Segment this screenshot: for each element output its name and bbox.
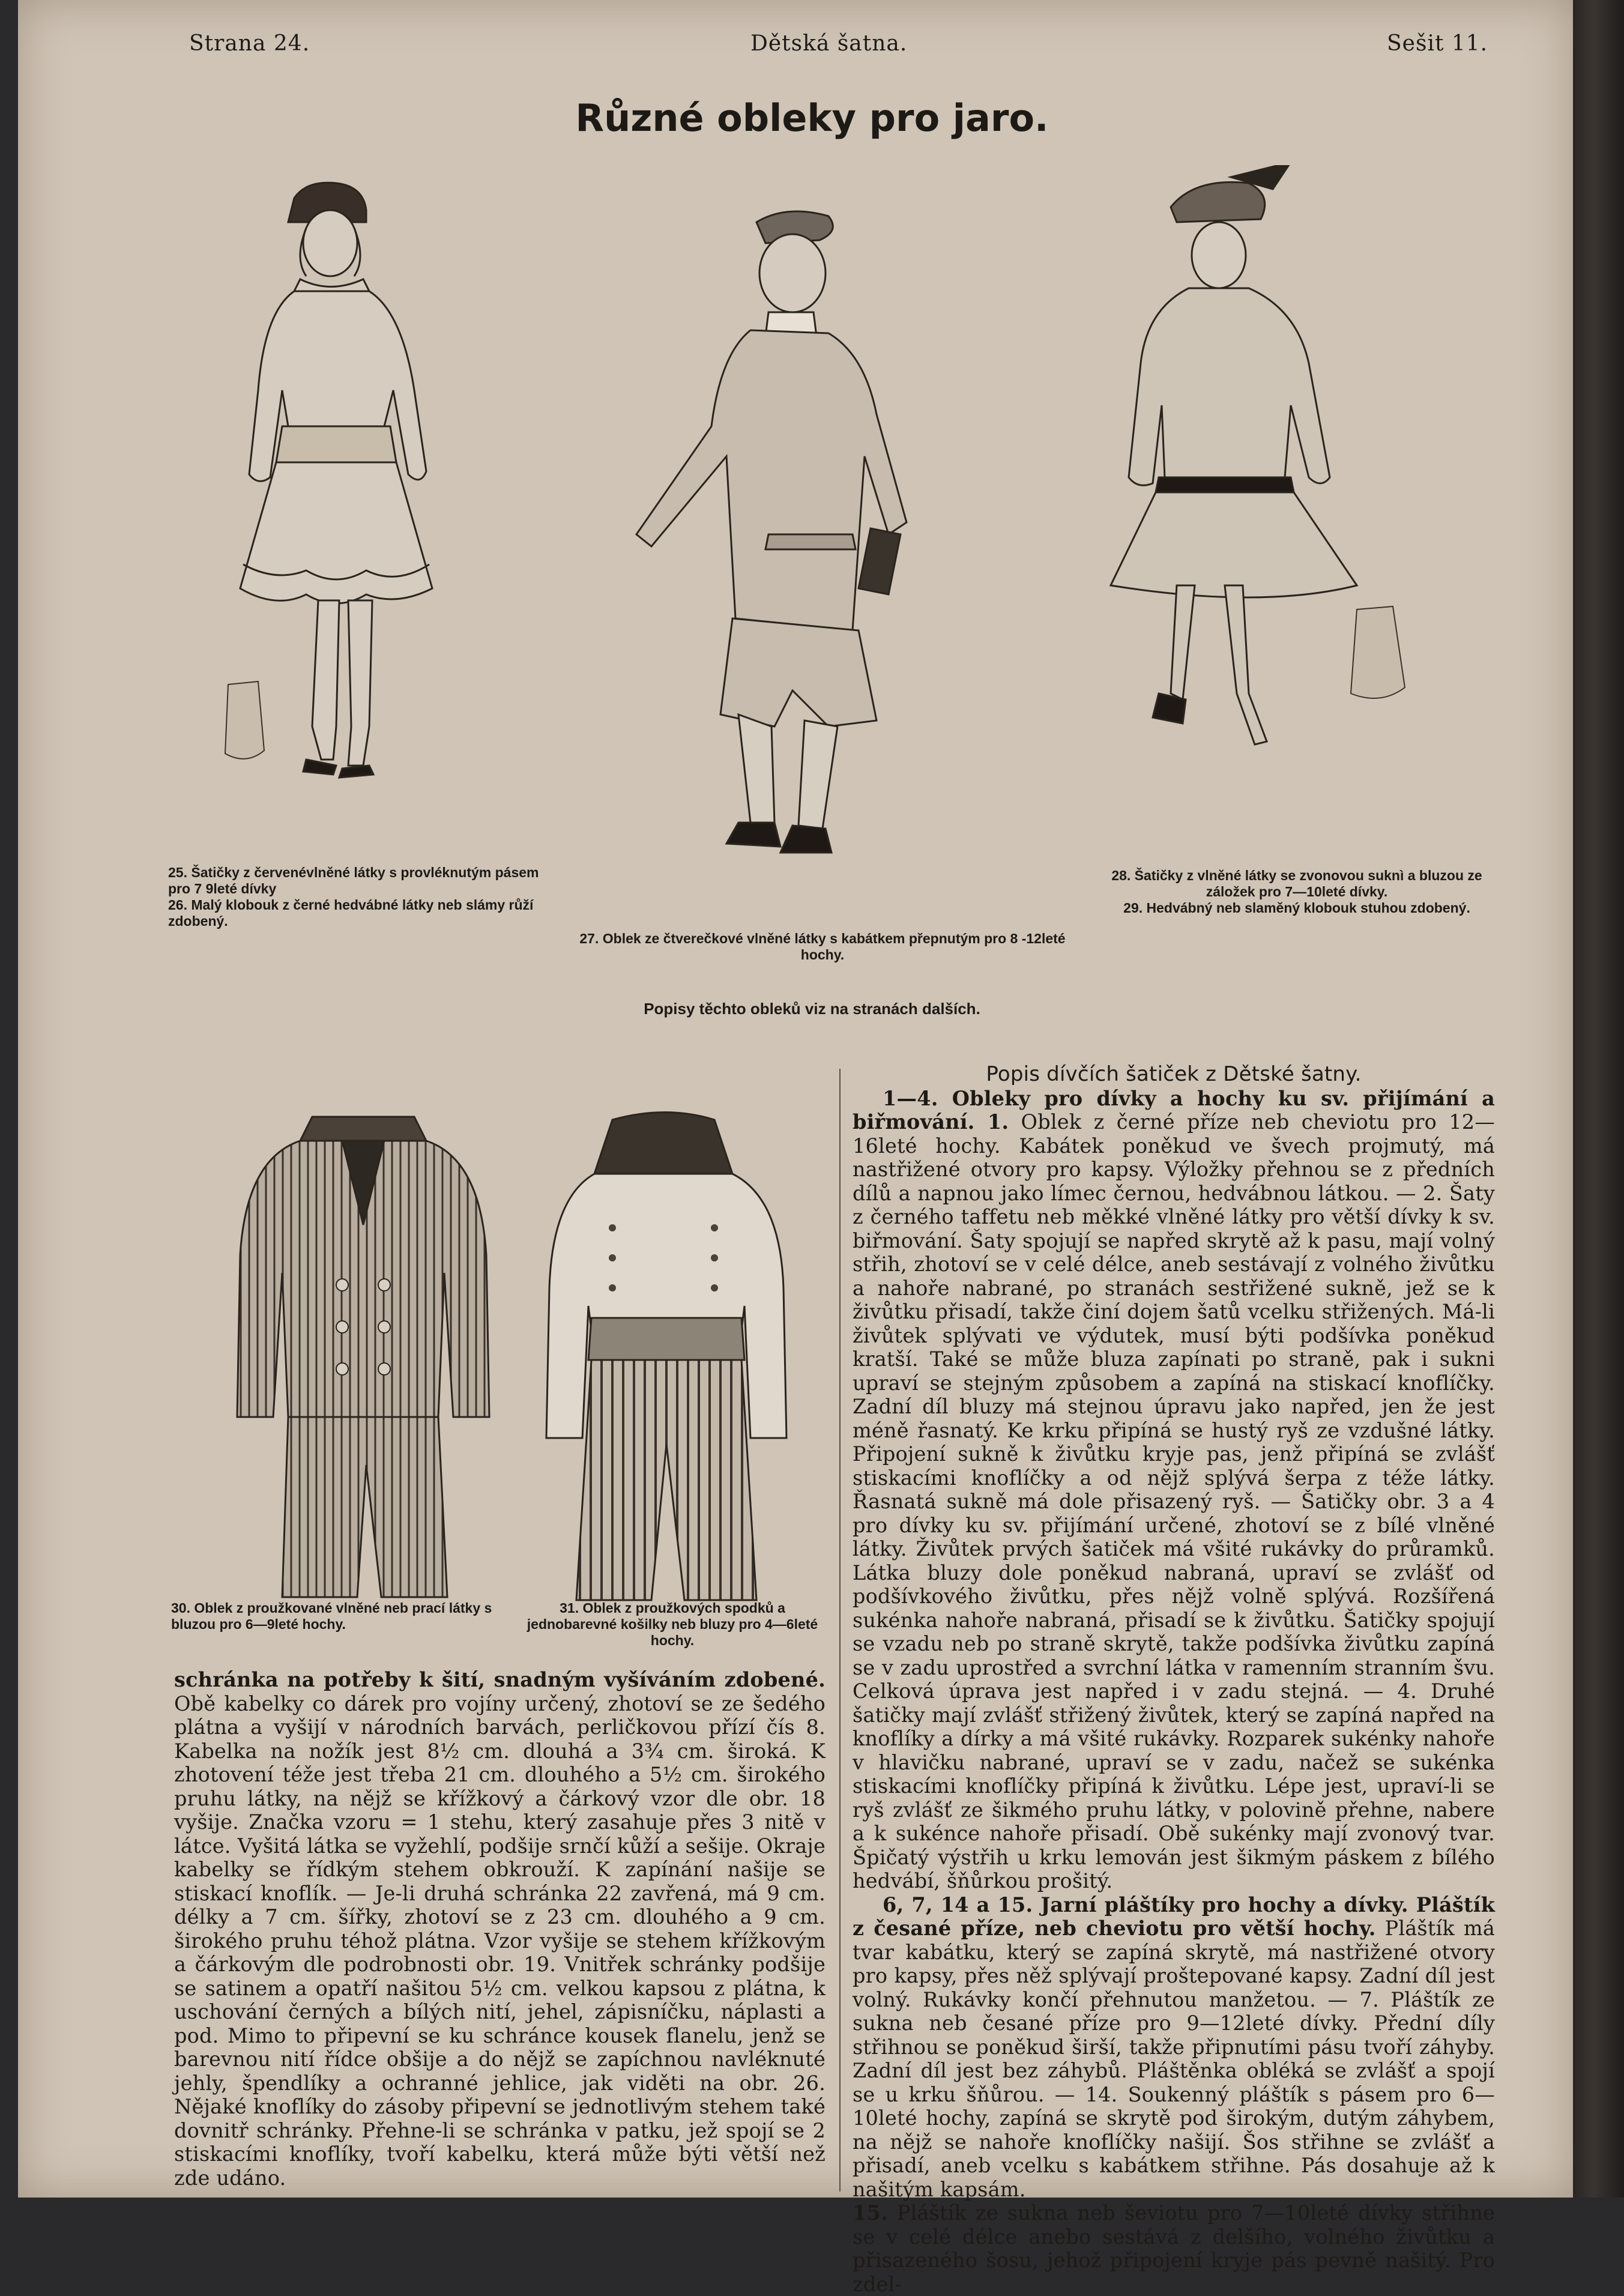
right-column-text	[853, 1063, 1495, 2296]
issue-number: Sešit 11.	[1387, 31, 1488, 56]
page-number: Strana 24.	[189, 31, 310, 56]
paragraph-6-15	[853, 1893, 1495, 2202]
p2-lead: 6, 7, 14 a 15. Jarní pláštíky pro hochy a dívky. Pláštík z česané příze, neb cheviotu pro větší hochy.	[853, 1893, 1495, 1940]
p2-body: Pláštík má tvar kabátku, který se zapíná skrytě, má nastřižené otvory pro kapsy, přes něž splývají proštepované kapsy. Zadní díl jest volný. Rukávky končí přehnutou manžetou. — 7. Pláštík ze sukna neb česané příze pro 9—12leté dívky. Přední díly střihnou se poněkud širší, takže připnutími pásu tvoří záhyby. Zadní díl jest bez záhybů. Pláštěnka obléká se zvlášť a spojí se u krku šňůrou. — 14. Soukenný pláštík s pásem pro 6—10leté hochy, zapíná se skrytě pod širokým, dutým záhybem, na nějž se nahoře knoflíčky našijí. Šos střihne se zvlášť a přisadí, aneb vcelku s kabátkem střihne. Pás dosahuje až k našitým kapsám.	[853, 1917, 1495, 2201]
p3-lead: 15.	[853, 2201, 888, 2225]
caption-28: 28. Šatičky z vlněné látky se zvonovou suknì a bluzou ze záložek pro 7—10leté dívky.	[1111, 868, 1482, 899]
left-column-text	[174, 1668, 826, 2190]
p3-body: Pláštík ze sukna neb ševiotu pro 7—10leté dívky střihne se v celé délce anebo sestává z delšího, volného živůtku a přisazeného šosu, jehož připojení kryje pás pevně našitý. Pro zdel-	[853, 2201, 1495, 2296]
caption-25: 25. Šatičky z červenévlněné látky s provléknutým pásem pro 7 9leté dívky	[168, 865, 539, 896]
caption-31: 31. Oblek z proužkových spodků a jednobarevné košilky neb bluzy pro 4—6leté hochy.	[527, 1600, 818, 1648]
figure-28-girl-pleats	[1093, 165, 1429, 802]
left-paragraph	[174, 1668, 826, 2190]
column-divider	[839, 1069, 841, 2192]
page-title: Různé obleky pro jaro.	[575, 96, 1049, 140]
running-title: Dětská šatna.	[750, 31, 908, 56]
paragraph-15	[853, 2201, 1495, 2296]
p1-lead: 1—4. Obleky pro dívky a hochy ku sv. přijímání a biřmování. 1.	[853, 1086, 1495, 1134]
right-column-heading: Popis dívčích šatiček z Dětské šatny.	[986, 1062, 1362, 1086]
figure-30-striped-suit	[222, 1105, 504, 1603]
caption-30: 30. Oblek z proužkované vlněné neb prací látky s bluzou pro 6—9leté hochy.	[171, 1600, 492, 1632]
caption-25-26	[168, 865, 564, 929]
caption-29: 29. Hedvábný neb slaměný klobouk stuhou zdobený.	[1123, 900, 1470, 916]
page-edge	[1573, 0, 1624, 2198]
figure-31-blouse-suit	[534, 1108, 798, 1612]
descriptions-note: Popisy těchto obleků viz na stranách dalších.	[644, 1000, 980, 1018]
left-body: Obě kabelky co dárek pro vojíny určený, zhotoví se ze šedého plátna a vyšijí v národních barvách, perličkovou přízí čís 8. Kabelka na nožík jest 8½ cm. dlouhá a 3¾ cm. široká. K zhotovení téže jest třeba 21 cm. dlouhého a 5½ cm. širokého pruhu látky, na nějž se křížkový a čárkový vzor dle obr. 18 vyšije. Značka vzoru = 1 stehu, který zasahuje přes 3 nitě v látce. Vyšitá látka se vyžehlí, podšije srnčí kůží a sešije. Okraje kabelky se řídkým stehem obkrouží. K zapínání našije se stiskací knoflík. — Je-li druhá schránka 22 zavřená, má 9 cm. délky a 7 cm. šířky, zhotoví se z 23 cm. dlouhého a 9 cm. širokého pruhu téhož plátna. Vzor vyšije se stehem křížkovým a čárkovým dle podrobnosti obr. 19. Vnitřek schránky podšije se satinem a opatří našitou 5½ cm. velkou kapsou z plátna, k uschování černých a bílých nití, jehel, zápisníčku, náplasti a pod. Mimo to připevní se ku schránce kousek flanelu, jenž se barevnou nití řídce obšije a do nějž se zapíchnou navléknuté jehly, špendlíky a ochranné jehlice, jak viděti na obr. 26. Nějaké knoflíky do zásoby připevní se jednotlivým stehem také dovnitř schránky. Přehne-li se schránka v patku, jež spojí se 2 stiskacími knoflíky, tvoří kabelku, která může býti větší než zde udáno.	[174, 1691, 826, 2190]
figure-27-boy-suit	[600, 198, 973, 919]
caption-26: 26. Malý klobouk z černé hedvábné látky neb slámy růží zdobený.	[168, 897, 534, 929]
left-lead-bold: schránka na potřeby k šití, snadným vyšíváním zdobené.	[174, 1668, 826, 1691]
paragraph-1-4	[853, 1087, 1495, 1893]
figure-25-girl-dress	[216, 174, 504, 829]
p1-body: Oblek z černé příze neb cheviotu pro 12—16leté hochy. Kabátek poněkud ve švech projmutý, má nastřižené otvory pro kapsy. Výložky přehnou se z předních dílů a napnou jako límec černou, hedvábnou látkou. — 2. Šaty z černého taffetu neb měkké vlněné látky pro větší dívky k sv. biřmování. Šaty spojují se napřed skrytě až k pasu, mají volný střih, zhotoví se v celé délce, aneb sestávají z volného živůtku a nahoře nabrané, po stranách sestřižené sukně, jež se k živůtku přisadí, takže činí dojem šatů vcelku střižených. Má-li živůtek splývati ve výdutek, musí býti podšívka poněkud kratší. Také se může bluza zapínati po straně, pak i sukni upraví se stejným způsobem a zapíná na stiskací knoflíčky. Zadní díl bluzy má stejnou úpravu jako napřed, jen že jest méně řasnatý. Ke krku připíná se hustý ryš ze vzdušné látky. Připojení sukně k živůtku kryje pas, jenž připíná se zvlášť stiskacími knoflíčky a od nějž splývá šerpa z téže látky. Řasnatá sukně má dole přisazený ryš. — Šatičky obr. 3 a 4 pro dívky ku sv. přijímání určené, zhotoví se z bílé vlněné látky. Živůtek prvých šatiček má všité rukávky do průramků. Látka bluzy dole poněkud nabraná, upraví se zvlášť od podšívkového živůtku, přes nějž volně splývá. Rozšířená sukénka nahoře nabraná, přisadí se k živůtku. Šatičky spojují se vzadu neb po straně skrytě, takže podšívka živůtku zapíná se v zadu uprostřed a svrchní látka v ramenním stranním švu. Celková úprava jest napřed i v zadu stejná. — 4. Druhé šatičky mají zvlášť střižený živůtek, který se zapíná napřed na knoflíky a dírky a má všité rukávky. Rozparek sukénky nahoře v hlavičku nabrané, upraví se v zadu, načež se sukénka stiskacími knoflíčky připíná k živůtku. Lépe jest, upraví-li se ryš zvlášť ze šikmého pruhu látky, v polovině přehne, nabere a k sukénce nahoře přisadí. Obě sukénky mají zvonový tvar. Špičatý výstřih u krku lemován jest šikmým páskem z bílého hedvábí, šňůrkou prošitý.	[853, 1110, 1495, 1893]
caption-27: 27. Oblek ze čtverečkové vlněné látky s kabátkem přepnutým pro 8 -12leté hochy.	[579, 931, 1066, 962]
caption-28-29	[1099, 868, 1495, 916]
